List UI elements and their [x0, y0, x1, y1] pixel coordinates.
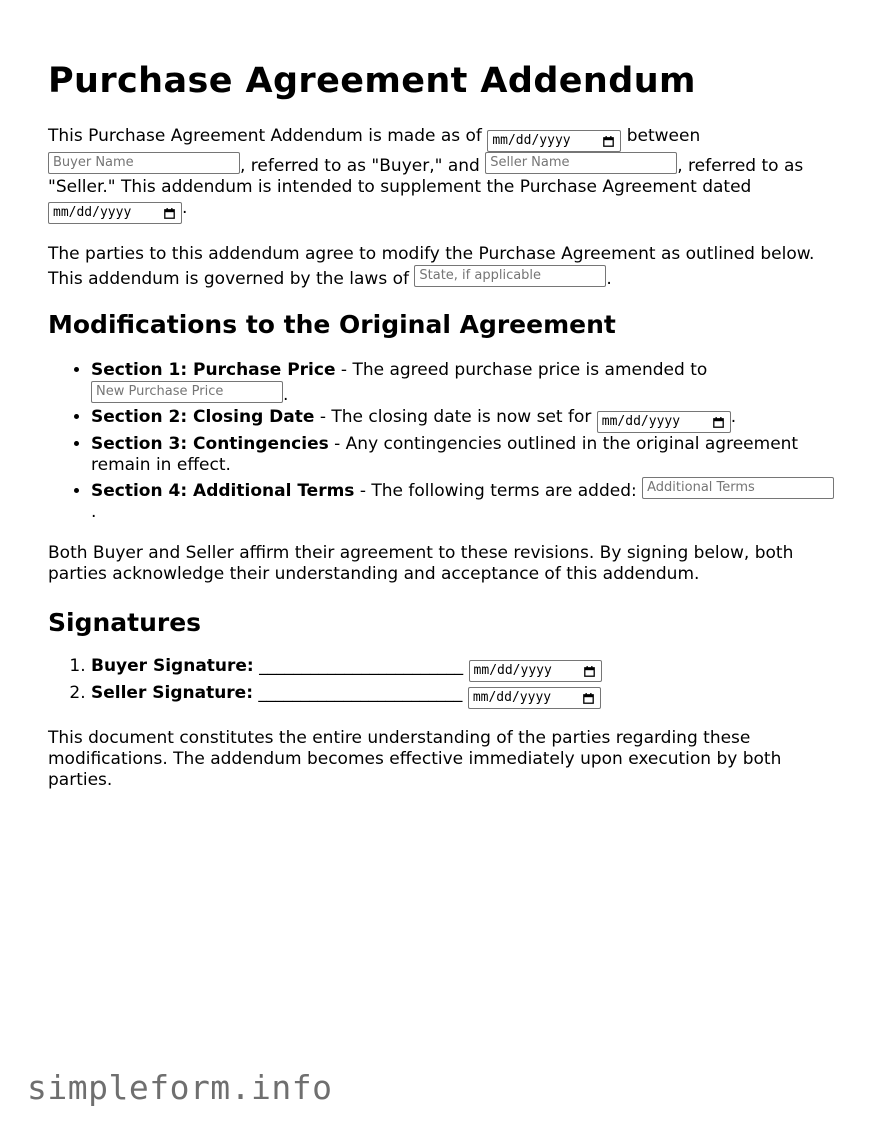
- affirmation-paragraph: Both Buyer and Seller affirm their agreement to these revisions. By signing below, both parties acknowledge their understanding and acceptance of this addendum.: [48, 543, 794, 584]
- modifications-list: [48, 360, 838, 523]
- calendar-icon: [164, 208, 175, 219]
- seller-signature-date-input[interactable]: mm/dd/yyyy: [468, 687, 601, 709]
- page-title: Purchase Agreement Addendum: [48, 61, 696, 101]
- additional-terms-input[interactable]: Additional Terms: [642, 477, 834, 499]
- state-input[interactable]: State, if applicable: [414, 265, 606, 287]
- buyer-signature-line[interactable]: ________________________: [259, 656, 464, 676]
- original-agreement-date-input[interactable]: mm/dd/yyyy: [48, 202, 182, 224]
- modifications-heading: Modifications to the Original Agreement: [48, 310, 616, 339]
- calendar-icon: [713, 417, 724, 428]
- signatures-heading: Signatures: [48, 608, 202, 637]
- buyer-name-input[interactable]: Buyer Name: [48, 152, 240, 174]
- seller-signature-row: 2. Seller Signature: ________________________ mm/dd/yyyy: [91, 683, 838, 709]
- seller-name-input[interactable]: Seller Name: [485, 152, 677, 174]
- list-item: • Section 1: Purchase Price - The agreed purchase price is amended to New Purchase Price .: [91, 360, 838, 406]
- governing-paragraph: The parties to this addendum agree to modify the Purchase Agreement as outlined below. This addendum is governed by the laws of State, if applicable .: [48, 244, 815, 289]
- document: [48, 58, 838, 791]
- calendar-icon: [583, 693, 594, 704]
- signatures-list: [48, 656, 838, 709]
- calendar-icon: [603, 136, 614, 147]
- seller-signature-line[interactable]: ________________________: [258, 683, 463, 703]
- buyer-signature-row: 1. Buyer Signature: ________________________ mm/dd/yyyy: [91, 656, 838, 682]
- intro-paragraph: This Purchase Agreement Addendum is made as of mm/dd/yyyy between Buyer Name , referred to as "Buyer," and Seller Name , referred to as "Seller." This addendum is intended to supplement the Purchase Agreement dated mm/dd/yyyy .: [48, 126, 838, 224]
- closing-date-input[interactable]: mm/dd/yyyy: [597, 411, 731, 433]
- list-item: • Section 2: Closing Date - The closing date is now set for mm/dd/yyyy .: [91, 407, 838, 433]
- closing-paragraph: This document constitutes the entire understanding of the parties regarding these modifications. The addendum becomes effective immediately upon execution by both parties.: [48, 728, 782, 790]
- new-purchase-price-input[interactable]: New Purchase Price: [91, 381, 283, 403]
- buyer-signature-date-input[interactable]: mm/dd/yyyy: [469, 660, 602, 682]
- list-item: • Section 4: Additional Terms - The following terms are added: Additional Terms.: [91, 477, 838, 523]
- calendar-icon: [584, 666, 595, 677]
- watermark: simpleform.info: [27, 1068, 333, 1107]
- list-item: • Section 3: Contingencies - Any contingencies outlined in the original agreement remain in effect.: [91, 434, 838, 476]
- agreement-date-input[interactable]: mm/dd/yyyy: [487, 130, 621, 152]
